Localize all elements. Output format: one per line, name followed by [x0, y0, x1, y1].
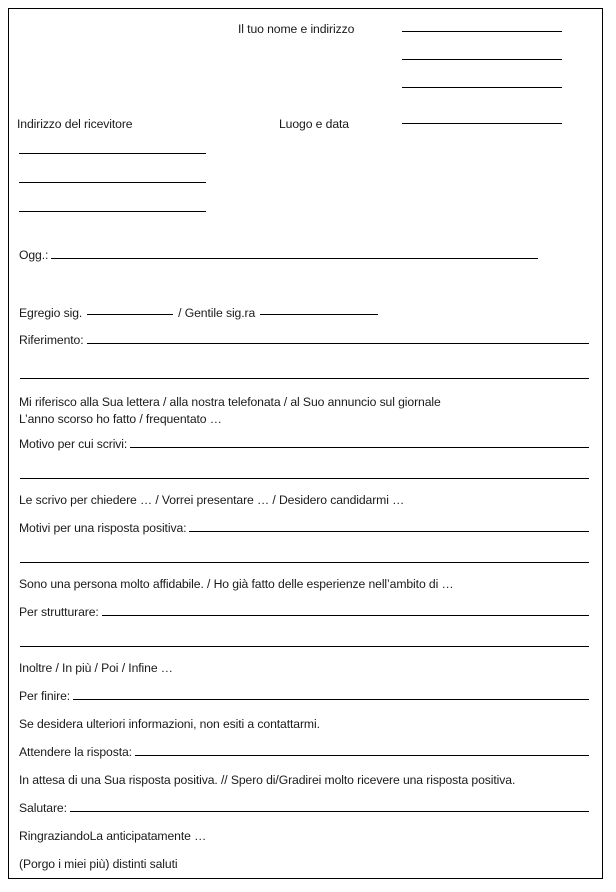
positive-reasons-field-row[interactable]: [19, 521, 589, 535]
salutation-prefix-label: Egregio sig.: [19, 306, 83, 320]
await-reply-input-rule[interactable]: [135, 755, 589, 756]
letter-template-sheet: [8, 8, 603, 879]
salutation-name-blank[interactable]: [87, 304, 173, 315]
await-reply-label: Attendere la risposta:: [19, 745, 132, 759]
await-reply-field-row[interactable]: [19, 745, 589, 759]
reason-input-rule-continuation[interactable]: [20, 478, 589, 479]
closing-input-rule[interactable]: [73, 699, 589, 700]
sender-address-line-2[interactable]: [402, 59, 562, 60]
place-date-line[interactable]: [402, 123, 562, 124]
greeting-input-rule[interactable]: [70, 811, 589, 812]
closing-field-row[interactable]: [19, 689, 589, 703]
reason-input-rule[interactable]: [130, 447, 589, 448]
recipient-address-line-1[interactable]: [19, 153, 206, 154]
positive-reasons-label: Motivi per una risposta positiva:: [19, 521, 187, 535]
subject-field-row[interactable]: [19, 248, 538, 262]
positive-reasons-input-rule[interactable]: [189, 531, 589, 532]
reference-example-line-2: L’anno scorso ho fatto / frequentato …: [19, 412, 222, 426]
structure-field-row[interactable]: [19, 605, 589, 619]
place-date-label: Luogo e data: [279, 117, 349, 131]
greeting-field-row[interactable]: [19, 801, 589, 815]
subject-input-rule[interactable]: [51, 258, 538, 259]
recipient-address-line-3[interactable]: [19, 211, 206, 212]
structure-input-rule[interactable]: [102, 615, 589, 616]
salutation-separator-label: / Gentile sig.ra: [178, 306, 256, 320]
reference-example-line-1: Mi riferisco alla Sua lettera / alla nostra telefonata / al Suo annuncio sul giornale: [19, 395, 441, 409]
greeting-example-line-1: RingraziandoLa anticipatamente …: [19, 829, 207, 843]
sender-address-line-3[interactable]: [402, 87, 562, 88]
reference-input-rule-continuation[interactable]: [20, 378, 589, 379]
reason-example-line: Le scrivo per chiedere … / Vorrei presentare … / Desidero candidarmi …: [19, 493, 405, 507]
closing-label: Per finire:: [19, 689, 71, 703]
positive-reasons-input-rule-continuation[interactable]: [20, 562, 589, 563]
recipient-address-line-2[interactable]: [19, 182, 206, 183]
reference-label: Riferimento:: [19, 333, 84, 347]
salutation-name-female-blank[interactable]: [260, 304, 378, 315]
sender-address-line-1[interactable]: [402, 31, 562, 32]
greeting-example-line-2: (Porgo i miei più) distinti saluti: [19, 857, 178, 871]
reason-label: Motivo per cui scrivi:: [19, 437, 128, 451]
reference-field-row[interactable]: [19, 333, 589, 347]
subject-label: Ogg.:: [19, 248, 49, 262]
structure-label: Per strutturare:: [19, 605, 99, 619]
greeting-label: Salutare:: [19, 801, 67, 815]
closing-example-line: Se desidera ulteriori informazioni, non esiti a contattarmi.: [19, 717, 320, 731]
positive-reasons-example-line: Sono una persona molto affidabile. / Ho già fatto delle esperienze nell’ambito di …: [19, 577, 454, 591]
recipient-address-label: Indirizzo del ricevitore: [17, 117, 133, 131]
salutation-row[interactable]: [19, 304, 378, 320]
structure-input-rule-continuation[interactable]: [20, 646, 589, 647]
reason-field-row[interactable]: [19, 437, 589, 451]
await-reply-example-line: In attesa di una Sua risposta positiva. // Spero di/Gradirei molto ricevere una risposta positiva.: [19, 773, 516, 787]
reference-input-rule[interactable]: [87, 343, 590, 344]
structure-example-line: Inoltre / In più / Poi / Infine …: [19, 661, 173, 675]
sender-address-label: Il tuo nome e indirizzo: [238, 22, 355, 36]
